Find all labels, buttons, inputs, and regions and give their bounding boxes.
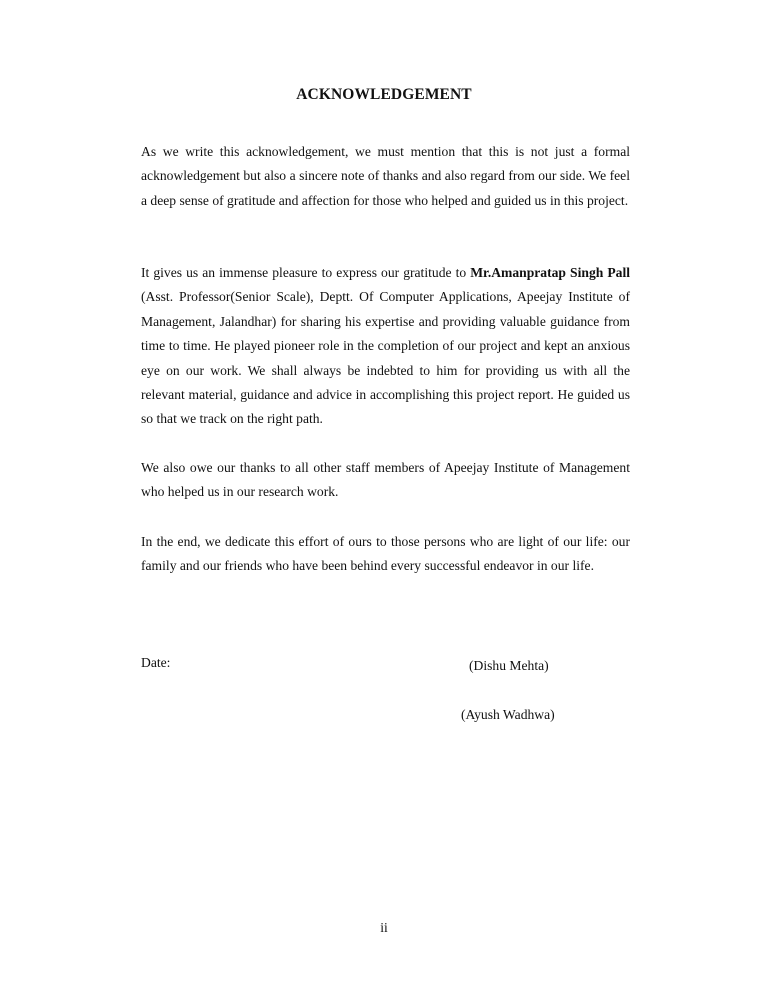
- paragraph-guide-thanks-rest: (Asst. Professor(Senior Scale), Deptt. Of Computer Applications, Apeejay Institute of Management, Jalandhar) for sharing his expertise and providing valuable guidance from time to time. He played pioneer role in the completion of our project and kept an anxious eye on our work. We shall always be indebted to him for providing us with all the relevant material, guidance and advice in accomplishing this project report. He guided us so that we track on the right path.: [141, 289, 630, 427]
- paragraph-dedication: In the end, we dedicate this effort of ours to those persons who are light of our life: our family and our friends who have been behind every successful endeavor in our life.: [141, 534, 630, 574]
- page-number: ii: [380, 920, 388, 935]
- signatory-name: (Dishu Mehta): [469, 658, 549, 673]
- paragraph-guide-thanks: [141, 261, 630, 432]
- guide-name: Mr.Amanpratap Singh Pall: [470, 265, 630, 280]
- paragraph-staff-thanks: We also owe our thanks to all other staff members of Apeejay Institute of Management who helped us in our research work.: [141, 460, 630, 500]
- page-title: ACKNOWLEDGEMENT: [296, 86, 472, 103]
- paragraph-intro: As we write this acknowledgement, we must mention that this is not just a formal acknowledgement but also a sincere note of thanks and also regard from our side. We feel a deep sense of gratitude and affection for those who helped and guided us in this project.: [141, 144, 630, 208]
- date-label: Date:: [141, 655, 171, 670]
- paragraph-guide-thanks-lead: It gives us an immense pleasure to express our gratitude to: [141, 265, 471, 280]
- signatory-name: (Ayush Wadhwa): [461, 707, 555, 722]
